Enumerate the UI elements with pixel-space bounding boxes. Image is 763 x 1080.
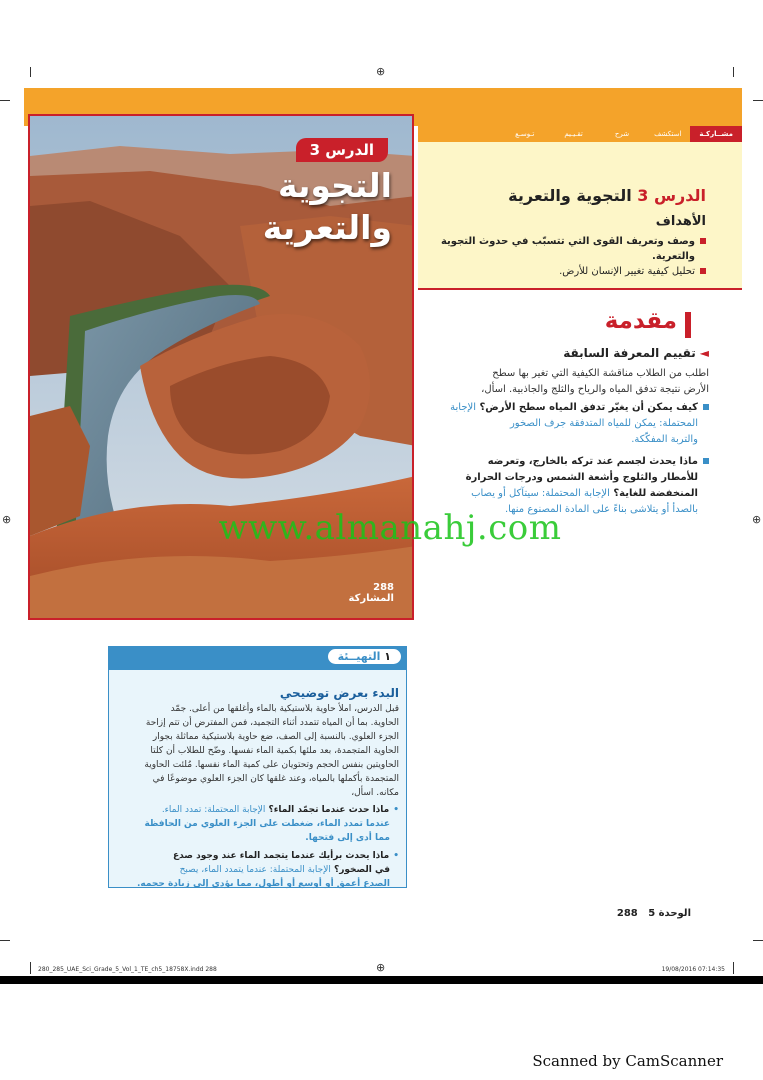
crop-mark: [0, 100, 10, 101]
intro-question-2-line: للأمطار والثلوج وأشعة الشمس ودرجات الحرارة: [465, 472, 698, 483]
photo-lesson-label: الدرس 3: [296, 138, 388, 162]
warmup-answer-1: عندما تمدد الماء، ضغطت على الجزء العلوي من الحافظة: [144, 819, 390, 829]
warmup-paragraph-line: مكانه. اسأل،: [351, 788, 399, 798]
warmup-tab: [328, 649, 401, 664]
tab-extend[interactable]: تـوسـع: [515, 130, 535, 138]
warmup-question-2-line: في الصخور؟ الإجابة المحتملة: عندما يتمدد الماء، يصبح: [179, 865, 390, 875]
arrow-left-icon: ◄: [699, 346, 709, 360]
intro-answer-1: والتربة المفكّكة.: [631, 434, 698, 445]
bullet-square-icon: [703, 458, 709, 464]
bullet-square-icon: [700, 268, 706, 274]
crop-mark: [0, 940, 10, 941]
warmup-paragraph-line: الحاوية المتجمدة، بعد ملئها بكمية الماء نفسها. وضّح للطلاب أن كلتا: [150, 746, 399, 756]
crop-mark: [733, 67, 734, 77]
tab-evaluate[interactable]: تقـيـيم: [564, 130, 583, 138]
registration-mark-icon: ⊕: [376, 65, 386, 78]
intro-question-2-line: المنخفضة للغاية؟ الإجابة المحتملة: سيتآكل أو يصاب: [471, 488, 698, 499]
crop-mark: [30, 962, 31, 974]
registration-mark-icon: ⊕: [752, 513, 762, 526]
warmup-heading: البدء بعرض توضيحي: [279, 686, 399, 700]
photo-page-badge: [349, 582, 394, 604]
warmup-answer-2: الصدع أعمق أو أوسع أو أطول، مما يؤدي إلى زيادة حجمه.: [136, 879, 390, 889]
intro-body: [409, 366, 709, 518]
lesson-heading: [508, 186, 706, 205]
warmup-content: [109, 686, 399, 891]
warmup-paragraph-line: الحاوية. بما أن المياه تتمدد أثناء التجميد، فمن المفترض أن تتم إزاحة: [145, 718, 399, 728]
warmup-tab-label: التهيــئة: [337, 650, 381, 663]
intro-question-2: ماذا يحدث لجسم عند تركه بالخارج، وتعرضه: [409, 454, 709, 470]
intro-question-1: كيف يمكن أن يغيّر تدفق المياه سطح الأرض؟ الإجابة: [409, 400, 709, 416]
warmup-paragraph-line: الجزء العلوي. بالنسبة إلى الصف، ضع حاوية بلاستيكية مماثلة بجوار: [152, 732, 399, 742]
warmup-tab-number: ١: [384, 650, 391, 663]
page-footer: [617, 908, 691, 919]
warmup-answer-1: مما أدى إلى فتحها.: [305, 833, 390, 843]
bullet-dot-icon: •: [393, 851, 399, 861]
print-timestamp: 19/08/2016 07:14:35: [661, 966, 725, 973]
tab-engage[interactable]: مشــاركـة: [690, 126, 742, 142]
crop-mark: [733, 962, 734, 974]
intro-title: مقدمة: [604, 308, 677, 334]
scanner-label: Scanned by CamScanner: [532, 1052, 723, 1070]
warmup-paragraph-line: قبل الدرس، املأ حاوية بلاستيكية بالماء وأغلقها من أعلى. جمّد: [170, 704, 399, 714]
goal-item: تحليل كيفية تغيير الإنسان للأرض.: [416, 264, 706, 279]
footer-unit: الوحدة 5: [648, 908, 691, 919]
goals-list: [416, 234, 706, 279]
bullet-square-icon: [700, 238, 706, 244]
photo-title-line2: والتعرية: [262, 208, 392, 247]
tab-explore[interactable]: استكشف: [654, 130, 682, 138]
photo-page-caption: المشاركة: [348, 593, 394, 604]
intro-answer-1: المحتملة: يمكن للمياه المتدفقة جرف الصخور: [509, 418, 698, 429]
lesson-heading-prefix: الدرس 3: [637, 186, 706, 205]
prior-knowledge-heading: ◄تقييم المعرفة السابقة: [563, 346, 709, 360]
lesson-heading-title: التجوية والتعرية: [508, 186, 632, 205]
lesson-phase-tabs: [418, 126, 742, 142]
crop-mark: [30, 67, 31, 77]
intro-accent-bar: [685, 312, 691, 338]
print-file-name: 280_285_UAE_Sci_Grade_5_Vol_1_TE_ch5_18758X.indd 288: [38, 966, 217, 973]
goals-heading: الأهداف: [655, 214, 706, 229]
footer-page-number: 288: [616, 908, 638, 919]
warmup-question-2: •ماذا يحدث برأيك عندما يتجمد الماء عند وجود صدع: [172, 851, 399, 861]
registration-mark-icon: ⊕: [376, 961, 386, 974]
intro-paragraph-line: الأرض نتيجة تدفق المياه والرياح والثلج والجاذبية. اسأل،: [481, 384, 709, 395]
crop-mark: [753, 100, 763, 101]
intro-answer-2: بالصدأ أو يتلاشى بناءً على المادة المصنوع منها.: [504, 504, 698, 515]
tab-explain[interactable]: شرح: [614, 130, 630, 138]
photo-page-number: 288: [373, 582, 394, 593]
registration-mark-icon: ⊕: [2, 513, 12, 526]
warmup-header-bar: [108, 646, 407, 670]
photo-title-line1: التجوية: [277, 166, 392, 205]
warmup-paragraph-line: المتجمدة بأكملها بالمياه، وعند غلقها كان الجزء العلوي موضوعًا في: [152, 774, 399, 784]
crop-mark: [753, 940, 763, 941]
warmup-paragraph-line: الحاويتين بنفس الحجم وتحتويان على كمية الماء نفسها. مُلئت الحاوية: [144, 760, 399, 770]
watermark: www.almanahj.com: [218, 508, 562, 548]
bullet-square-icon: [703, 404, 709, 410]
scan-edge-bar: [0, 976, 763, 984]
goal-item-continuation: والتعرية.: [652, 251, 695, 262]
warmup-question-1: •ماذا حدث عندما تجمّد الماء؟ الإجابة المحتملة: تمدد الماء.: [161, 805, 399, 815]
goal-item: وصف وتعريف القوى التي تتسبّب في حدوث التجوية: [416, 234, 706, 249]
bullet-dot-icon: •: [393, 805, 399, 815]
intro-paragraph-line: اطلب من الطلاب مناقشة الكيفية التي تغير بها سطح: [492, 368, 709, 379]
objectives-box: [418, 142, 742, 290]
